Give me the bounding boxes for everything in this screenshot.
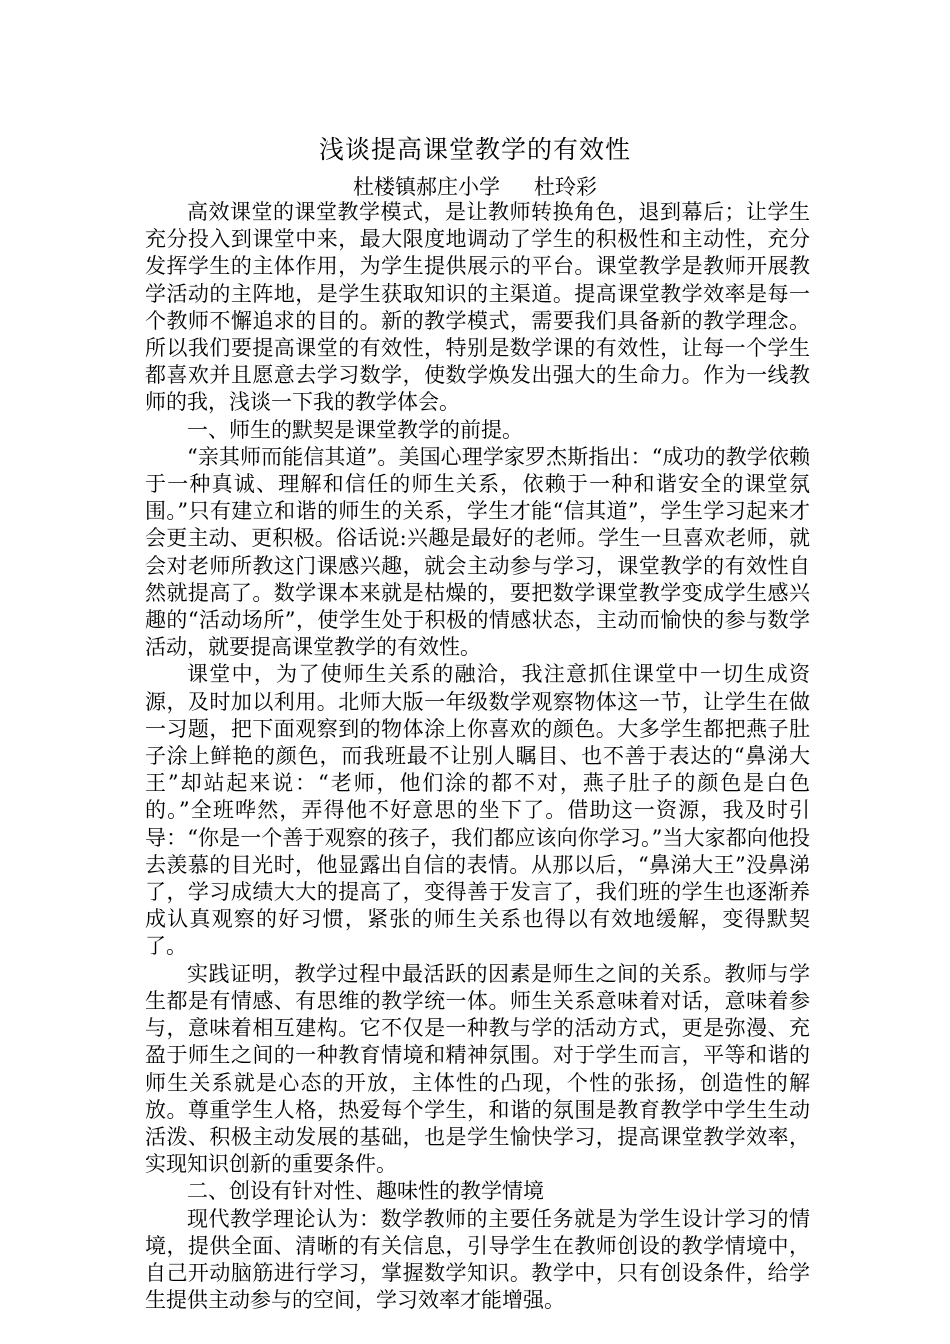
document-body xyxy=(145,199,810,1314)
paragraph: “亲其师而能信其道”。美国心理学家罗杰斯指出：“成功的教学依赖于一种真诚、理解和信任的师生关系，依赖于一种和谐安全的课堂氛围。”只有建立和谐的师生的关系，学生才能“信其道”，学生学习起来才会更主动、更积极。俗话说:兴趣是最好的老师。学生一旦喜欢老师，就会对老师所教这门课感兴趣，就会主动参与学习，课堂教学的有效性自然就提高了。数学课本来就是枯燥的，要把数学课堂教学变成学生感兴趣的“活动场所”，使学生处于积极的情感状态，主动而愉快的参与数学活动，就要提高课堂教学的有效性。 xyxy=(145,444,810,660)
author-byline xyxy=(145,173,805,201)
paragraph: 现代教学理论认为：数学教师的主要任务就是为学生设计学习的情境，提供全面、清晰的有关信息，引导学生在教师创设的教学情境中，自己开动脑筋进行学习，掌握数学知识。教学中，只有创设条件，给学生提供主动参与的空间，学习效率才能增强。 xyxy=(145,1206,810,1313)
document-title: 浅谈提高课堂教学的有效性 xyxy=(318,135,631,164)
paragraph-intro: 高效课堂的课堂教学模式，是让教师转换角色，退到幕后；让学生充分投入到课堂中来，最大限度地调动了学生的积极性和主动性，充分发挥学生的主体作用，为学生提供展示的平台。课堂教学是教师开展教学活动的主阵地，是学生获取知识的主渠道。提高课堂教学效率是每一个教师不懈追求的目的。新的教学模式，需要我们具备新的教学理念。所以我们要提高课堂的有效性，特别是数学课的有效性，让每一个学生都喜欢并且愿意去学习数学，使数学焕发出强大的生命力。作为一线教师的我，浅谈一下我的教学体会。 xyxy=(145,200,810,415)
section-heading-1: 一、师生的默契是课堂教学的前提。 xyxy=(187,417,523,442)
author-school: 杜楼镇郝庄小学 xyxy=(353,175,500,199)
paragraph: 课堂中，为了使师生关系的融洽，我注意抓住课堂中一切生成资源，及时加以利用。北师大版一年级数学观察物体这一节，让学生在做一习题，把下面观察到的物体涂上你喜欢的颜色。大多学生都把燕子肚子涂上鲜艳的颜色，而我班最不让别人瞩目、也不善于表达的“鼻涕大王”却站起来说：“老师，他们涂的都不对，燕子肚子的颜色是白色的。”全班哗然，弄得他不好意思的坐下了。借助这一资源，我及时引导：“你是一个善于观察的孩子，我们都应该向你学习。”当大家都向他投去羡慕的目光时，他显露出自信的表情。从那以后，“鼻涕大王”没鼻涕了，学习成绩大大的提高了，变得善于发言了，我们班的学生也逐渐养成认真观察的好习惯，紧张的师生关系也得以有效地缓解，变得默契了。 xyxy=(145,662,810,959)
section-heading-2: 二、创设有针对性、趣味性的教学情境 xyxy=(187,1179,544,1204)
author-name: 杜玲彩 xyxy=(534,175,597,199)
paragraph: 实践证明，教学过程中最活跃的因素是师生之间的关系。教师与学生都是有情感、有思维的教学统一体。师生关系意味着对话，意味着参与，意味着相互建构。它不仅是一种教与学的活动方式，更是弥漫、充盈于师生之间的一种教育情境和精神氛围。对于学生而言，平等和谐的师生关系就是心态的开放，主体性的凸现，个性的张扬，创造性的解放。尊重学生人格，热爱每个学生，和谐的氛围是教育教学中学生生动活泼、积极主动发展的基础，也是学生愉快学习，提高课堂教学效率，实现知识创新的重要条件。 xyxy=(145,961,810,1177)
